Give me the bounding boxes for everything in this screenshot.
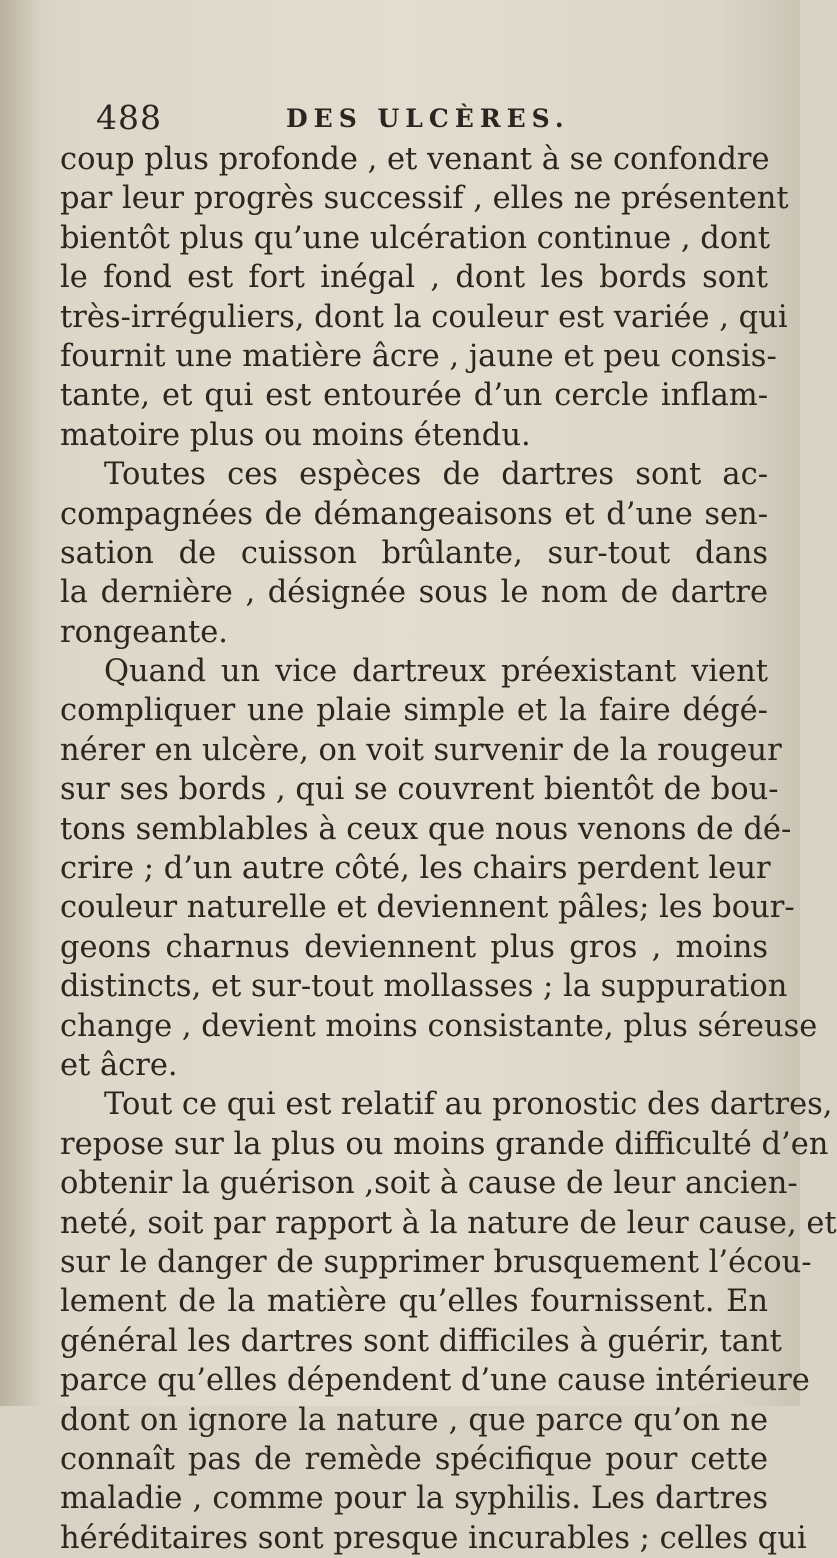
text-line: distincts, et sur-tout mollasses ; la suppuration: [60, 969, 788, 1005]
paragraph-2: [60, 455, 768, 652]
text-line: maladie , comme pour la syphilis. Les dartres: [60, 1481, 768, 1517]
text-line: par leur progrès successif , elles ne présentent: [60, 181, 789, 217]
text-line: sur le danger de supprimer brusquement l’écou-: [60, 1244, 812, 1280]
text-line: rongeante.: [60, 614, 228, 650]
text-line: général les dartres sont difficiles à guérir, tant: [60, 1323, 782, 1359]
text-line: héréditaires sont presque incurables ; celles qui: [60, 1520, 807, 1556]
text-line: obtenir la guérison ,soit à cause de leur ancien-: [60, 1166, 798, 1202]
page-header: [96, 98, 756, 138]
text-line: très-irréguliers, dont la couleur est variée , qui: [60, 299, 788, 335]
running-head: DES ULCÈRES.: [286, 104, 570, 133]
text-line: parce qu’elles dépendent d’une cause intérieure: [60, 1363, 810, 1399]
text-line: geons charnus deviennent plus gros , moins: [60, 929, 768, 965]
text-line: bientôt plus qu’une ulcération continue , dont: [60, 220, 771, 256]
text-line: coup plus profonde , et venant à se confondre: [60, 142, 770, 177]
text-line: repose sur la plus ou moins grande difficulté d’en: [60, 1126, 829, 1162]
paragraph-4: [60, 1085, 837, 1558]
text-line: le fond est fort inégal , dont les bords sont: [60, 260, 768, 296]
text-line: sur ses bords , qui se couvrent bientôt de bou-: [60, 772, 779, 808]
text-line: connaît pas de remède spécifique pour cette: [60, 1441, 768, 1477]
text-line: couleur naturelle et deviennent pâles; les bour-: [60, 890, 795, 926]
text-line: crire ; d’un autre côté, les chairs perdent leur: [60, 851, 771, 887]
text-line: neté, soit par rapport à la nature de leur cause, et: [60, 1205, 837, 1241]
gutter-shadow: [0, 0, 40, 1406]
text-line: compliquer une plaie simple et la faire dégé-: [60, 693, 768, 729]
text-line: change , devient moins consistante, plus séreuse: [60, 1008, 818, 1044]
body-text: [60, 140, 837, 1558]
text-line: dont on ignore la nature , que parce qu’on ne: [60, 1402, 768, 1438]
text-line: Quand un vice dartreux préexistant vient: [104, 654, 768, 690]
paragraph-3: [60, 652, 818, 1085]
text-line: et âcre.: [60, 1047, 178, 1083]
text-line: compagnées de démangeaisons et d’une sen-: [60, 496, 768, 532]
text-line: nérer en ulcère, on voit survenir de la rougeur: [60, 732, 782, 768]
text-line: matoire plus ou moins étendu.: [60, 417, 531, 453]
text-line: tons semblables à ceux que nous venons de dé-: [60, 811, 792, 847]
paragraph-1: [60, 140, 789, 455]
text-line: Tout ce qui est relatif au pronostic des dartres,: [104, 1087, 833, 1123]
page-number: 488: [96, 98, 162, 137]
text-line: sation de cuisson brûlante, sur-tout dans: [60, 535, 768, 571]
text-line: lement de la matière qu’elles fournissent. En: [60, 1284, 768, 1320]
text-line: Toutes ces espèces de dartres sont ac-: [104, 457, 768, 493]
text-line: fournit une matière âcre , jaune et peu consis-: [60, 338, 777, 374]
text-line: la dernière , désignée sous le nom de dartre: [60, 575, 768, 611]
text-line: tante, et qui est entourée d’un cercle inflam-: [60, 378, 768, 414]
